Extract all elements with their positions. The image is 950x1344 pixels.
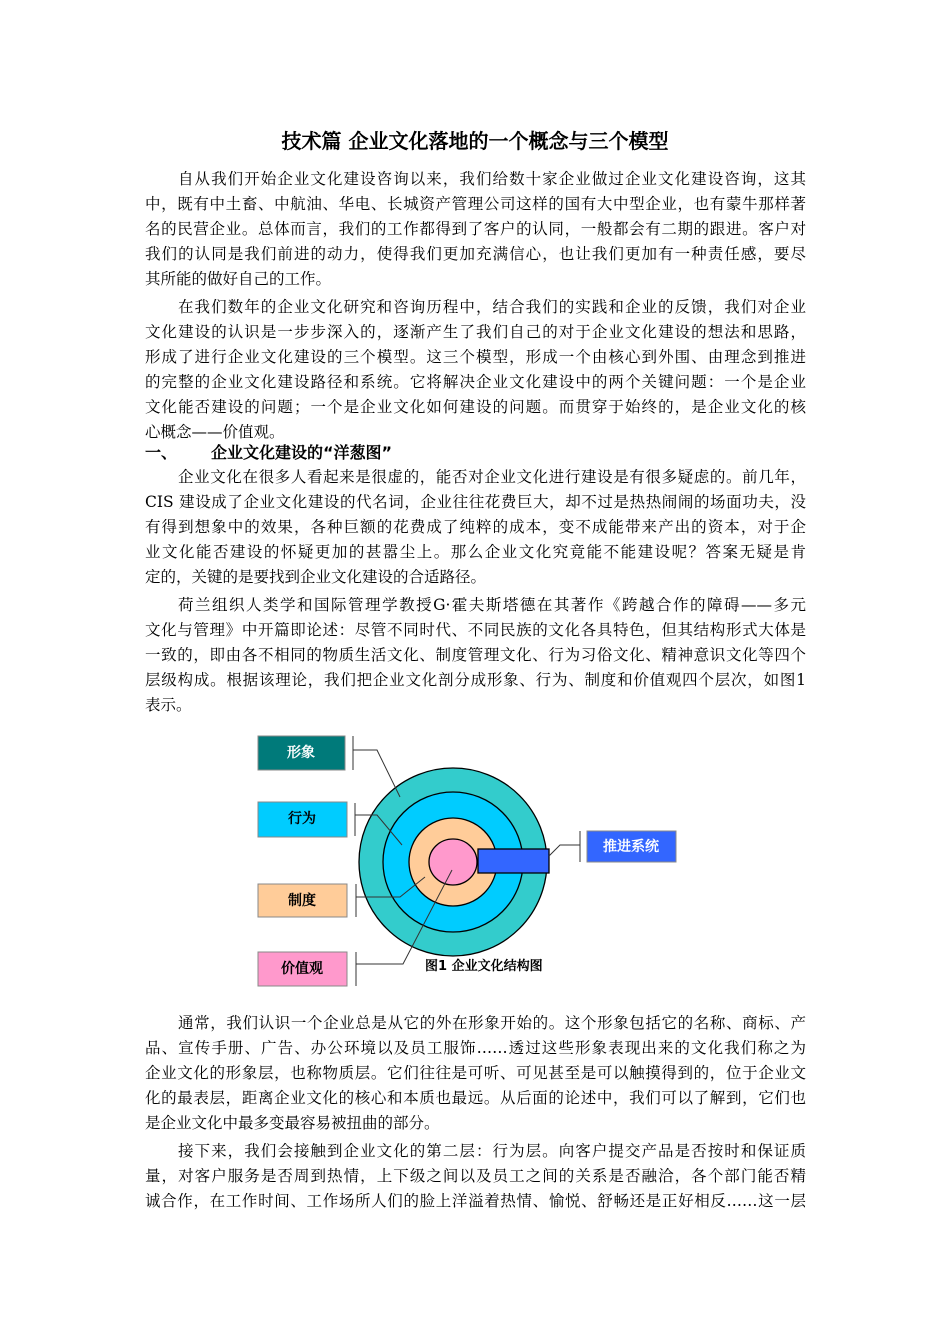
- text-line: 其所能的做好自己的工作。: [145, 270, 332, 288]
- text-line: 表示。: [145, 696, 192, 714]
- label-image: [258, 736, 345, 770]
- body-paragraphs: [145, 1011, 806, 1214]
- label-push-system: [587, 831, 676, 862]
- text-line: 一致的，即由各不相同的物质生活文化、制度管理文化、行为习俗文化、精神意识文化等四个: [145, 646, 806, 664]
- label-values: [258, 952, 347, 986]
- text-line: 有得到想象中的效果，各种巨额的花费成了纯粹的成本，变不成能带来产出的资本，对于企: [145, 518, 806, 536]
- text-line: 荷兰组织人类学和国际管理学教授G·霍夫斯塔德在其著作《跨越合作的障碍——多元: [178, 596, 806, 614]
- text-line: 企业文化的形象层，也称物质层。它们往往是可听、可见甚至是可以触摸得到的，位于企业文: [145, 1064, 806, 1082]
- text-line: 业文化能否建设的怀疑更加的甚嚣尘上。那么企业文化究竟能不能建设呢？答案无疑是肯: [145, 543, 806, 561]
- document-title: 技术篇 企业文化落地的一个概念与三个模型: [281, 129, 669, 153]
- text-line: 的完整的企业文化建设路径和系统。它将解决企业文化建设中的两个关键问题：一个是企业: [145, 373, 806, 391]
- text-line: 定的，关键的是要找到企业文化建设的合适路径。: [145, 568, 487, 586]
- label-behavior: [258, 802, 347, 837]
- text-line: 心概念——价值观。: [145, 423, 285, 441]
- text-line: 是企业文化中最多变最容易被扭曲的部分。: [145, 1114, 440, 1132]
- label-behavior-text: 行为: [288, 811, 316, 827]
- text-line: 通常，我们认识一个企业总是从它的外在形象开始的。这个形象包括它的名称、商标、产: [178, 1014, 806, 1032]
- text-line: 企业文化在很多人看起来是很虚的，能否对企业文化进行建设是有很多疑虑的。前几年，: [178, 468, 806, 486]
- text-line: 中，既有中土畜、中航油、华电、长城资产管理公司这样的国有大中型企业，也有蒙牛那样著: [145, 195, 806, 213]
- onion-diagram: [359, 768, 549, 956]
- ring-values: [429, 839, 477, 885]
- section-heading-text: 企业文化建设的“洋葱图”: [211, 443, 393, 462]
- label-push-system-text: 推进系统: [603, 839, 659, 855]
- paragraph: [145, 1011, 806, 1136]
- text-line: 接下来，我们会接触到企业文化的第二层：行为层。向客户提交产品是否按时和保证质: [178, 1142, 806, 1160]
- text-line: 名的民营企业。总体而言，我们的工作都得到了客户的认同，一般都会有二期的跟进。客户对: [145, 220, 806, 238]
- paragraph: [145, 1139, 806, 1214]
- text-line: 诚合作，在工作时间、工作场所人们的脸上洋溢着热情、愉悦、舒畅还是正好相反……这一层: [145, 1192, 806, 1210]
- label-system-text: 制度: [288, 893, 316, 909]
- figure-caption: 图1 企业文化结构图: [425, 959, 543, 974]
- text-line: 文化建设的认识是一步步深入的，逐渐产生了我们自己的对于企业文化建设的想法和思路，: [145, 323, 806, 341]
- text-line: CIS 建设成了企业文化建设的代名词，企业往往花费巨大，却不过是热热闹闹的场面功夫，没: [145, 493, 806, 511]
- section-number: 一、: [145, 443, 178, 462]
- text-line: 化的最表层，距离企业文化的核心和本质也最远。从后面的论述中，我们可以了解到，它们也: [145, 1089, 806, 1107]
- label-system: [258, 884, 347, 917]
- text-line: 量，对客户服务是否周到热情，上下级之间以及员工之间的关系是否融洽，各个部门能否精: [145, 1167, 806, 1185]
- text-line: 文化与管理》中开篇即论述：尽管不同时代、不同民族的文化各具特色，但其结构形式大体是: [145, 621, 806, 639]
- text-line: 形成了进行企业文化建设的三个模型。这三个模型，形成一个由核心到外围、由理念到推进: [145, 348, 806, 366]
- text-line: 我们的认同是我们前进的动力，使得我们更加充满信心，也让我们更加有一种责任感，要尽: [145, 245, 806, 263]
- push-system-bar: [478, 849, 549, 873]
- text-line: 文化能否建设的问题；一个是企业文化如何建设的问题。而贯穿于始终的，是企业文化的核: [145, 398, 806, 416]
- label-values-text: 价值观: [281, 961, 323, 977]
- text-line: 层级构成。根据该理论，我们把企业文化剖分成形象、行为、制度和价值观四个层次，如图1: [145, 671, 806, 689]
- label-image-text: 形象: [287, 745, 315, 761]
- text-line: 品、宣传手册、广告、办公环境以及员工服饰……透过这些形象表现出来的文化我们称之为: [145, 1039, 806, 1057]
- text-line: 在我们数年的企业文化研究和咨询历程中，结合我们的实践和企业的反馈，我们对企业: [178, 298, 806, 316]
- text-line: 自从我们开始企业文化建设咨询以来，我们给数十家企业做过企业文化建设咨询，这其: [178, 170, 806, 188]
